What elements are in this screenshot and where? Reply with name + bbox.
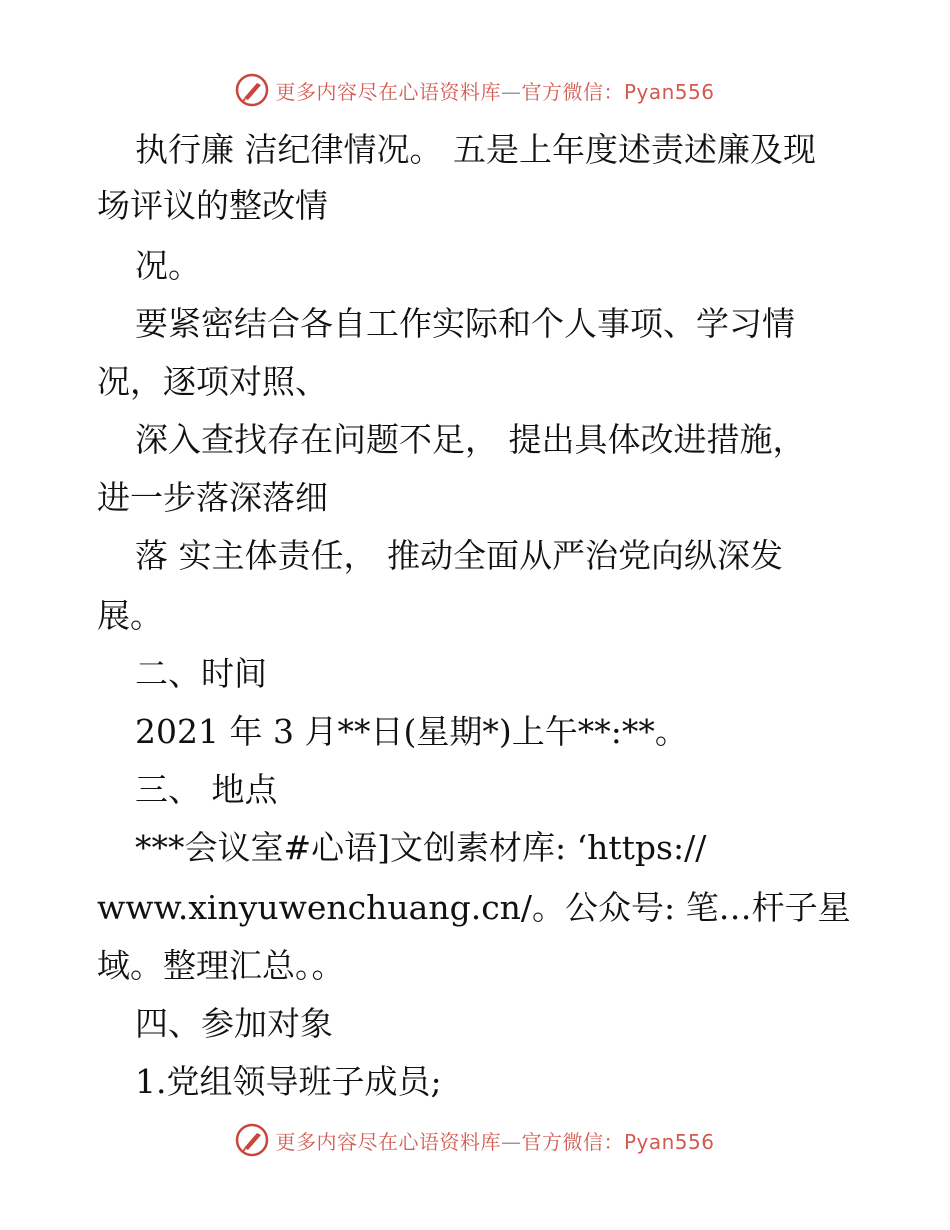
text-line: 落 实主体责任， 推动全面从严治党向纵深发 bbox=[135, 536, 783, 575]
watermark-separator: — bbox=[500, 79, 522, 104]
pen-logo-icon bbox=[235, 73, 269, 107]
text-line: 进一步落深落细 bbox=[97, 478, 328, 517]
list-item: 1.党组领导班子成员; bbox=[135, 1062, 442, 1101]
text-line: 要紧密结合各自工作实际和个人事项、学习情 bbox=[135, 304, 795, 343]
section-heading: 二、时间 bbox=[135, 654, 267, 693]
pen-logo-icon bbox=[235, 1123, 269, 1157]
text-line: 深入查找存在问题不足， 提出具体改进措施， bbox=[135, 420, 806, 459]
watermark-separator: — bbox=[500, 1129, 522, 1154]
text-line: ***会议室#心语]文创素材库: ‘https:// bbox=[135, 828, 707, 867]
watermark-contact: 官方微信：Pyan556 bbox=[521, 79, 715, 104]
watermark-text: 更多内容尽在心语资料库 bbox=[275, 79, 501, 104]
watermark-contact: 官方微信：Pyan556 bbox=[521, 1129, 715, 1154]
watermark-text: 更多内容尽在心语资料库 bbox=[275, 1129, 501, 1154]
text-line: 域。整理汇总。。 bbox=[97, 946, 345, 985]
text-line: 况，逐项对照、 bbox=[97, 362, 328, 401]
text-line: 况。 bbox=[135, 246, 201, 285]
section-heading: 四、参加对象 bbox=[135, 1004, 333, 1043]
text-line: www.xinyuwenchuang.cn/。公众号: 笔…杆子星 bbox=[97, 888, 851, 927]
text-line: 执行廉 洁纪律情况。 五是上年度述责述廉及现 bbox=[135, 130, 816, 169]
text-line: 2021 年 3 月**日(星期*)上午**:**。 bbox=[135, 712, 688, 751]
header-watermark bbox=[0, 70, 950, 110]
footer-watermark bbox=[0, 1120, 950, 1160]
section-heading: 三、 地点 bbox=[135, 770, 278, 809]
text-line: 展。 bbox=[97, 596, 163, 635]
text-line: 场评议的整改情 bbox=[97, 186, 328, 225]
